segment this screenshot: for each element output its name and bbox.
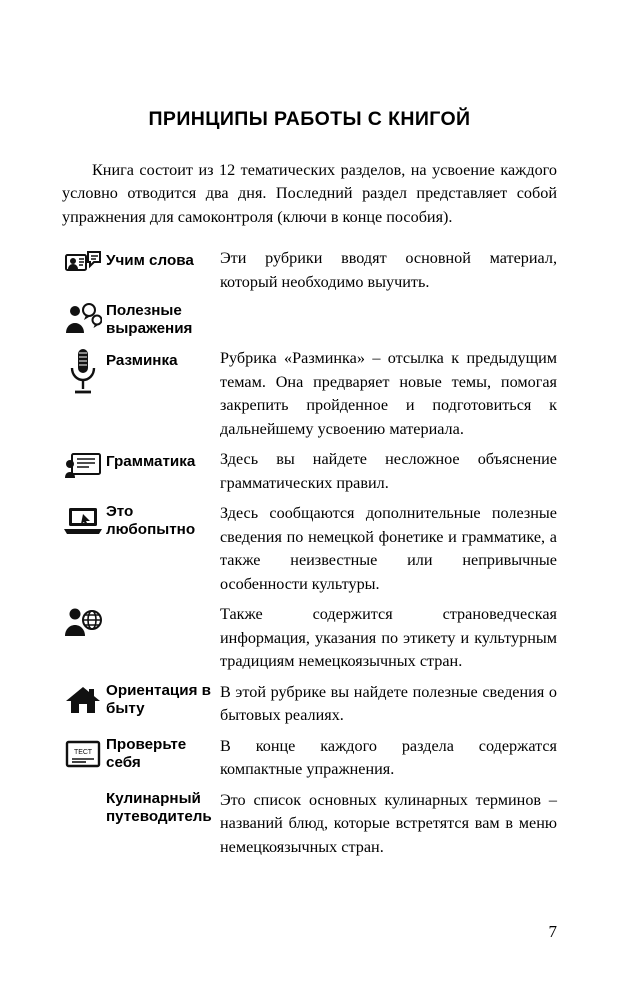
list-item [62,446,557,495]
intro-paragraph: Книга состоит из 12 тематических разделов, на усвоение каждого условно отводится два дня. Последний раздел представляет собой упражнения для самоконтроля (ключи в конце пособия). [62,161,557,226]
rubric-left [62,679,220,720]
rubric-label: Разминка [106,352,178,370]
rubric-left [62,500,220,541]
laptop-icon [62,501,104,541]
rubric-text [220,299,557,301]
rubric-label: Проверьте себя [106,735,187,771]
page-number: 7 [548,922,557,941]
rubric-left [62,733,220,774]
presentation-board-icon [62,447,104,487]
list-item [62,500,557,596]
rubric-label [104,602,106,608]
rubric-text: Также содержится страноведческая информация, указания по этикету и культурным традициям немецкоязычных стран. [220,605,557,671]
test-sheet-icon [62,734,104,774]
rubric-text: Рубрика «Разминка» – отсылка к предыдущим темам. Она предваряет новые темы, помогая закрепить пройденное и подготовиться к дальнейшему усвоению материала. [220,349,557,438]
rubric-left [62,299,220,340]
list-item [62,345,557,441]
rubric-label: Учим слова [106,252,194,270]
list-item [62,245,557,294]
no-icon [62,788,104,796]
rubric-text: Здесь сообщаются дополнительные полезные сведения по немецкой фонетике и грамматике, а также неизвестные или непривычные особенности культуры. [220,504,557,593]
rubric-left [62,345,220,398]
list-item [62,733,557,782]
speaking-head-icon [62,246,104,286]
rubric-left [62,446,220,487]
rubric-text: В конце каждого раздела содержатся компактные упражнения. [220,736,557,779]
list-item [62,787,557,859]
speech-bubbles-person-icon [62,300,104,340]
list-item [62,299,557,340]
page-title: ПРИНЦИПЫ РАБОТЫ С КНИГОЙ [148,108,471,130]
list-item [62,601,557,673]
rubric-left [62,787,220,826]
rubric-text: Эти рубрики вводят основной материал, который необходимо выучить. [220,249,557,291]
rubric-label: Кулинарный путеводитель [106,789,212,825]
rubric-label: Грамматика [106,453,196,471]
microphone-icon [62,346,104,398]
house-icon [62,680,104,720]
rubric-left [62,601,220,642]
rubric-text: В этой рубрике вы найдете полезные сведения о бытовых реалиях. [220,682,557,725]
rubric-text: Это список основных кулинарных терминов – названий блюд, которые встретятся вам в меню немецкоязычных стран. [220,790,557,856]
rubric-text: Здесь вы найдете несложное объяснение грамматических правил. [220,450,557,492]
globe-person-icon [62,602,104,642]
rubric-label: Полезные выражения [106,302,193,338]
list-item [62,679,557,728]
rubric-label: Это любопытно [106,503,196,539]
rubric-left [62,245,220,286]
rubric-list [62,245,557,859]
svg-text:ТЕСТ: ТЕСТ [73,748,93,756]
rubric-label: Ориентация в быту [106,681,212,717]
